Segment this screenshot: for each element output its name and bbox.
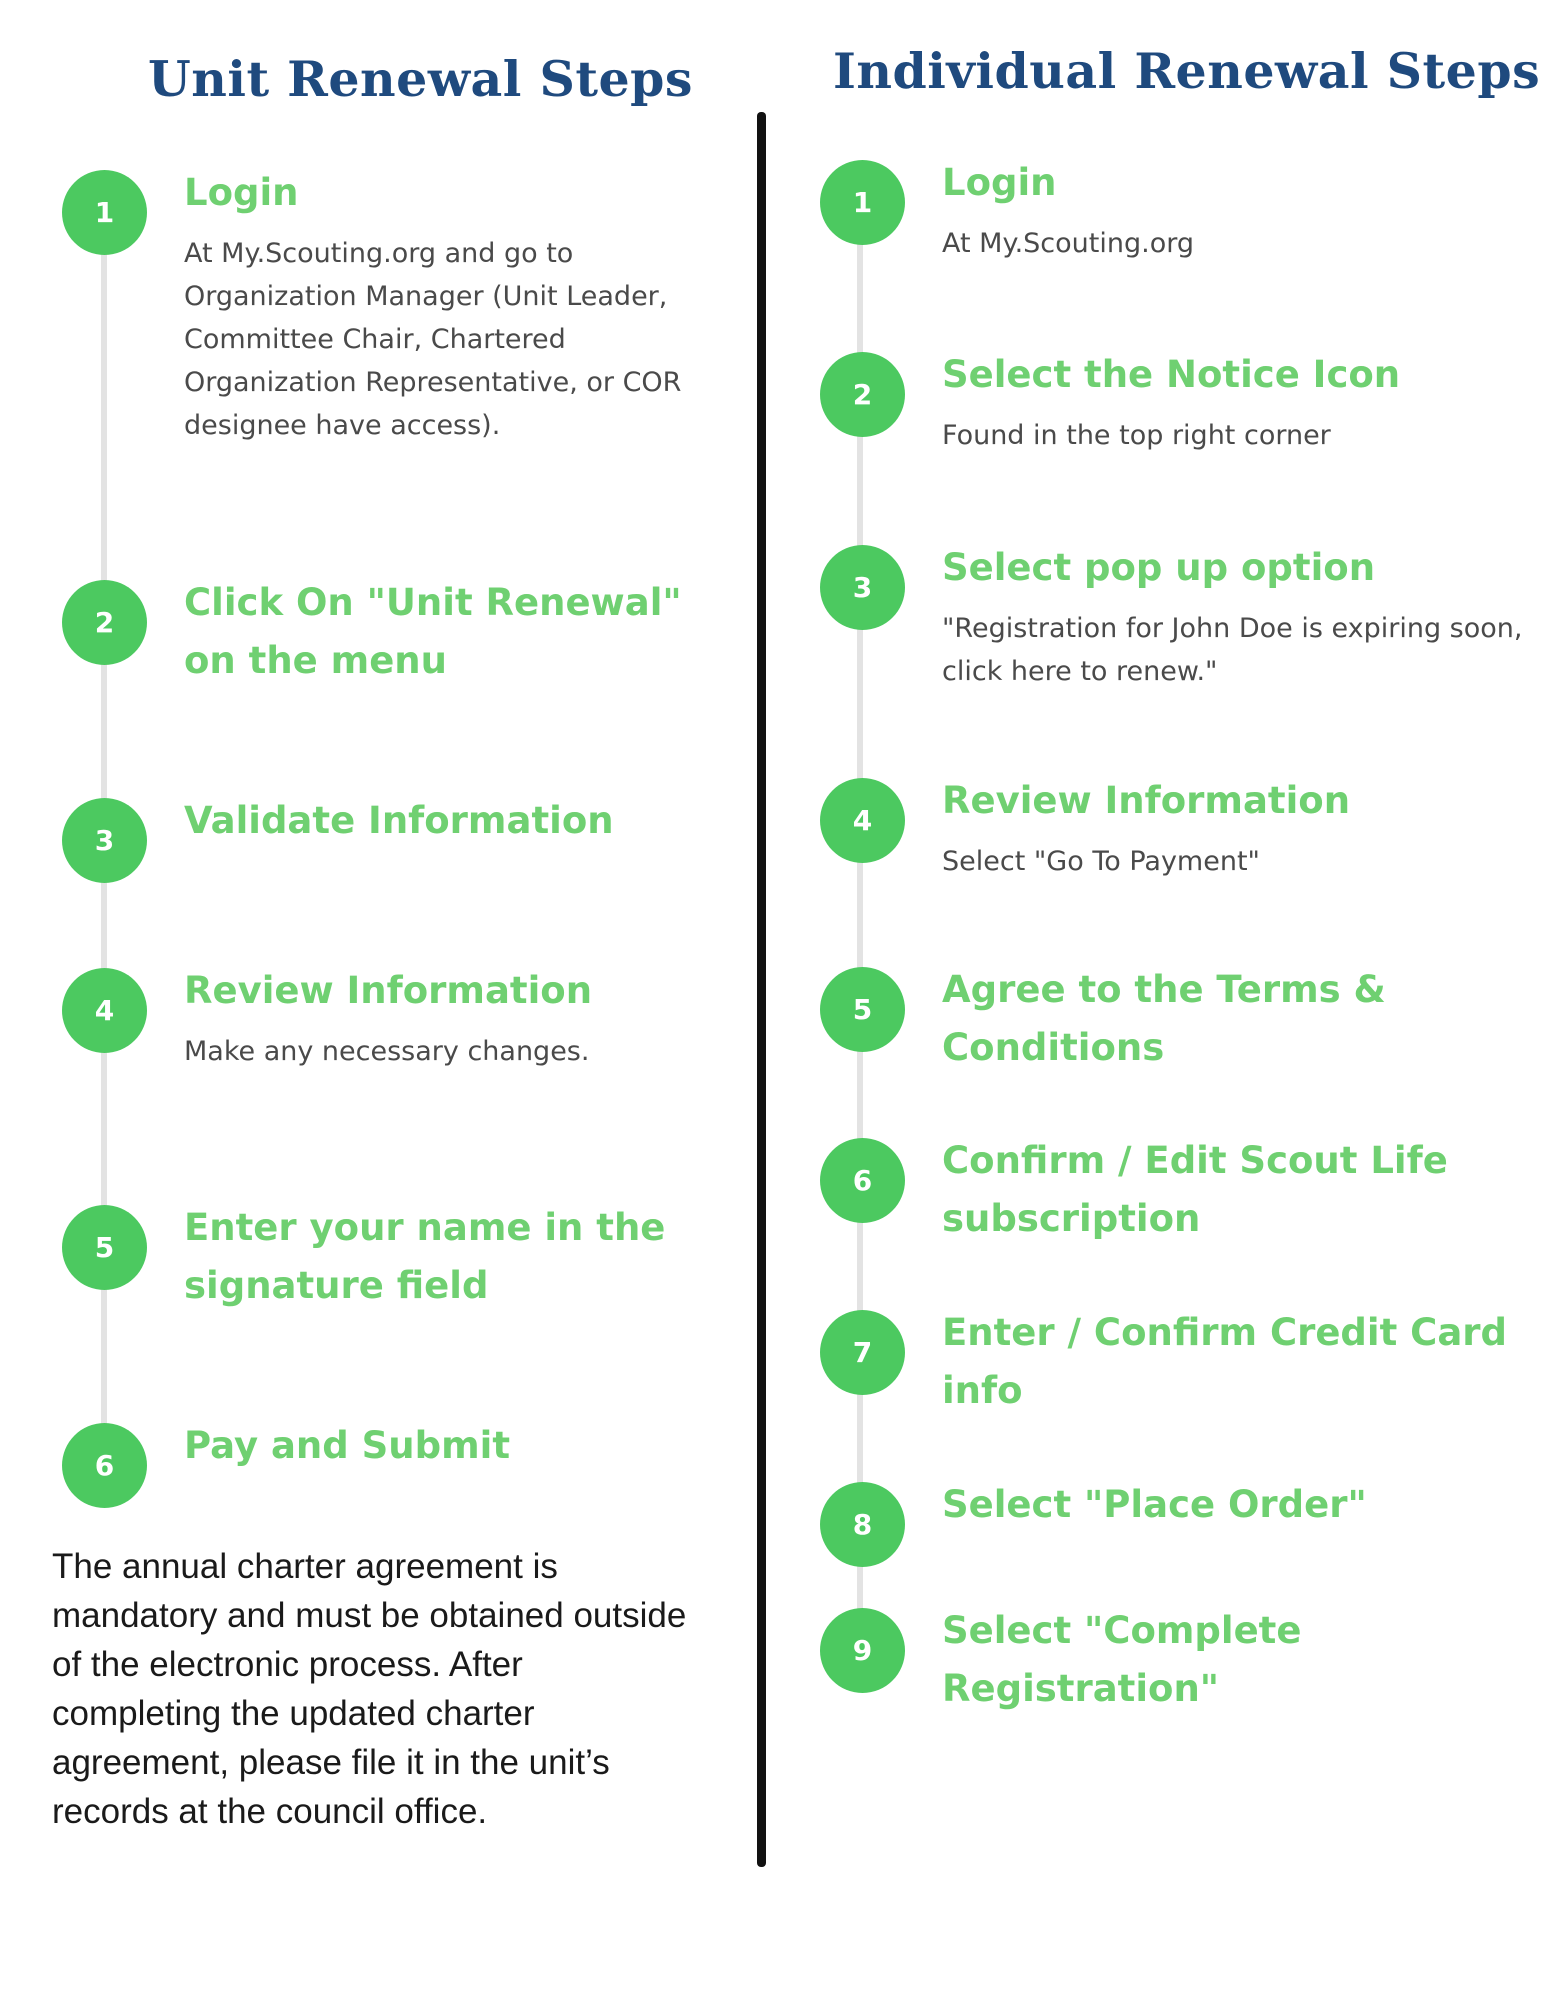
step-number-badge: 4 xyxy=(62,968,147,1053)
charter-agreement-note: The annual charter agreement is mandatory and must be obtained outside of the electronic process. After completing the updated charter agreement, please file it in the unit’s records at the council office. xyxy=(52,1547,687,1831)
step-number-badge: 2 xyxy=(820,352,905,437)
step-title: Login xyxy=(942,161,1057,204)
step-description: At My.Scouting.org xyxy=(942,228,1194,259)
step-title: Enter / Confirm Credit Card info xyxy=(942,1311,1508,1412)
step-description: "Registration for John Doe is expiring soon, click here to renew." xyxy=(942,613,1523,687)
step-title: Enter your name in the signature field xyxy=(184,1206,666,1307)
step-description: Select "Go To Payment" xyxy=(942,846,1260,877)
step-description: Make any necessary changes. xyxy=(184,1036,590,1067)
step-number-badge: 9 xyxy=(820,1608,905,1693)
step-title: Select "Complete Registration" xyxy=(942,1609,1302,1710)
step-number-badge: 3 xyxy=(62,798,147,883)
step-number-badge: 4 xyxy=(820,778,905,863)
step-number-badge: 5 xyxy=(62,1205,147,1290)
step-title: Select "Place Order" xyxy=(942,1483,1367,1526)
column-divider xyxy=(757,112,766,1867)
step-number-badge: 2 xyxy=(62,580,147,665)
step-number-badge: 1 xyxy=(62,170,147,255)
step-title: Confirm / Edit Scout Life subscription xyxy=(942,1139,1448,1240)
unit-renewal-title: Unit Renewal Steps xyxy=(148,50,694,108)
individual-renewal-column xyxy=(770,0,1545,1900)
step-title: Validate Information xyxy=(184,799,614,842)
step-number-badge: 8 xyxy=(820,1482,905,1567)
step-title: Login xyxy=(184,171,299,214)
step-number-badge: 1 xyxy=(820,160,905,245)
individual-renewal-title: Individual Renewal Steps xyxy=(833,42,1541,100)
unit-renewal-column xyxy=(0,0,750,1900)
step-title: Agree to the Terms & Conditions xyxy=(942,968,1386,1069)
step-title: Click On "Unit Renewal" on the menu xyxy=(184,581,682,682)
step-number-badge: 6 xyxy=(62,1423,147,1508)
step-title: Review Information xyxy=(942,779,1351,822)
step-description: At My.Scouting.org and go to Organization Manager (Unit Leader, Committee Chair, Chartered Organization Representative, or COR designee have access). xyxy=(184,238,682,441)
step-title: Pay and Submit xyxy=(184,1424,511,1467)
step-title: Select pop up option xyxy=(942,546,1376,589)
step-title: Select the Notice Icon xyxy=(942,353,1401,396)
step-number-badge: 5 xyxy=(820,967,905,1052)
step-number-badge: 3 xyxy=(820,545,905,630)
step-description: Found in the top right corner xyxy=(942,420,1331,451)
step-number-badge: 7 xyxy=(820,1310,905,1395)
step-number-badge: 6 xyxy=(820,1138,905,1223)
step-title: Review Information xyxy=(184,969,593,1012)
